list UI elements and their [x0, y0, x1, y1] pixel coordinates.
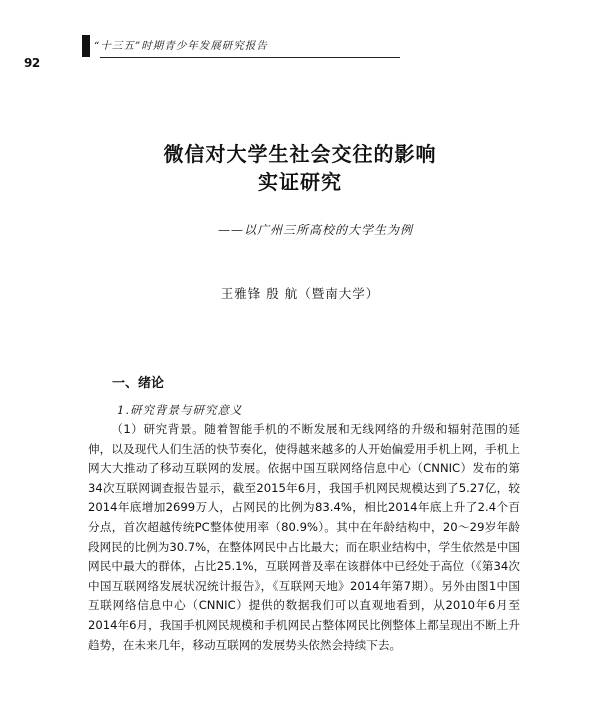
title-line-2: 实证研究	[258, 170, 342, 194]
subsection-heading: 1.研究背景与研究意义	[117, 403, 243, 417]
title-line-1: 微信对大学生社会交往的影响	[163, 142, 437, 166]
body-paragraph: （1）研究背景。随着智能手机的不断发展和无线网络的升级和辐射范围的延伸，以及现代人们生活的快节奏化，使得越来越多的人开始偏爱用手机上网，手机上网大大推动了移动互联网的发展。依据中国互联网络信息中心（CNNIC）发布的第34次互联网调查报告显示，截至2015年6月，我国手机网民规模达到了5.27亿，较2014年底增加2699万人，占网民的比例为83.4%，相比2014年底上升了2.4个百分点，首次超越传统PC整体使用率（80.9%）。其中在年龄结构中，20～29岁年龄段网民的比例为30.7%，在整体网民中占比最大；而在职业结构中，学生依然是中国网民中最大的群体，占比25.1%，互联网普及率在该群体中已经处于高位（《第34次中国互联网络发展状况统计报告》，《互联网天地》2014年第7期）。另外由图1中国互联网络信息中心（CNNIC）提供的数据我们可以直观地看到，从2010年6月至2014年6月，我国手机网民规模和手机网民占整体网民比例整体上都呈现出不断上升趋势，在未来几年，移动互联网的发展势头依然会持续下去。	[88, 422, 520, 652]
section-heading: 一、绪论	[112, 376, 165, 391]
article-title	[0, 140, 600, 196]
running-head: “十三五”时期青少年发展研究报告	[94, 40, 268, 52]
page-number: 92	[24, 56, 40, 70]
article-subtitle: ——以广州三所高校的大学生为例	[218, 223, 414, 237]
header-marker-bar	[82, 35, 90, 57]
header-rule	[100, 57, 400, 58]
authors-line: 王雅锋 殷 航（暨南大学）	[220, 286, 380, 301]
